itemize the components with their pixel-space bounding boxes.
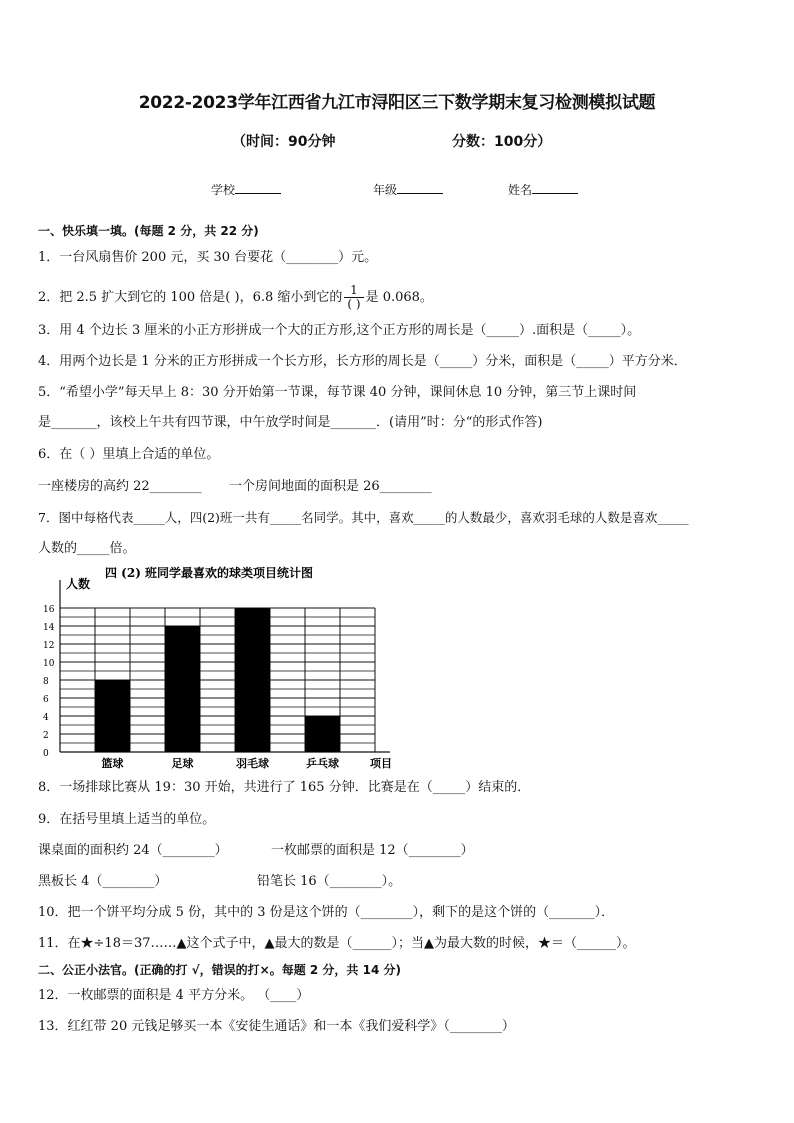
- x-axis-label: 项目: [370, 757, 392, 770]
- question-6-b: 一个房间地面的面积是 26________: [229, 479, 432, 494]
- section-1-heading: 一、快乐填一填。(每题 2 分，共 22 分): [38, 224, 259, 238]
- y-tick-label: 16: [43, 605, 55, 615]
- question-9-a: 课桌面的面积约 24（________）: [38, 843, 228, 858]
- question-13: 13．红红带 20 元钱足够买一本《安徒生通话》和一本《我们爱科学》（________）: [38, 1019, 515, 1034]
- x-tick-label: 足球: [171, 757, 194, 770]
- name-field: 姓名: [508, 181, 578, 198]
- question-7-line-2: 人数的_____倍。: [38, 541, 136, 556]
- question-6: 6．在（ ）里填上合适的单位。: [38, 447, 220, 462]
- exam-score: 分数：100分）: [452, 134, 552, 150]
- grade-field: 年级: [373, 181, 443, 198]
- y-tick-label: 6: [43, 695, 49, 705]
- y-tick-label: 8: [43, 677, 49, 687]
- y-tick-label: 4: [43, 713, 49, 723]
- section-2-heading: 二、公正小法官。(正确的打 √，错误的打×。每题 2 分，共 14 分): [38, 963, 401, 977]
- y-tick-label: 12: [43, 641, 55, 651]
- exam-time: （时间：90分钟: [232, 134, 336, 150]
- school-field: 学校: [211, 181, 281, 198]
- question-4: 4．用两个边长是 1 分米的正方形拼成一个长方形，长方形的周长是（_____）分米，面积是（_____）平方分米．: [38, 354, 687, 369]
- question-5-line-2: 是_______，该校上午共有四节课，中午放学时间是_______．(请用”时：分“的形式作答): [38, 415, 543, 430]
- y-tick-label: 10: [43, 659, 55, 669]
- question-8: 8．一场排球比赛从 19：30 开始，共进行了 165 分钟．比赛是在（_____）结束的．: [38, 780, 531, 795]
- x-tick-label: 篮球: [101, 757, 124, 770]
- question-9-b: 一枚邮票的面积是 12（________）: [271, 843, 474, 858]
- question-3: 3．用 4 个边长 3 厘米的小正方形拼成一个大的正方形,这个正方形的周长是（_____）.面积是（_____）。: [38, 323, 641, 338]
- question-6-a: 一座楼房的高约 22________: [38, 479, 202, 494]
- x-tick-label: 羽毛球: [236, 757, 269, 770]
- question-7-line-1: 7．图中每格代表_____人，四(2)班一共有_____名同学。其中，喜欢_____的人数最少，喜欢羽毛球的人数是喜欢_____: [38, 510, 689, 525]
- y-axis-label: 人数: [66, 577, 91, 591]
- bar-3: [235, 608, 270, 752]
- question-11: 11．在★÷18＝37……▲这个式子中，▲最大的数是（______）；当▲为最大数的时候，★＝（______）。: [38, 936, 636, 951]
- y-tick-label: 2: [43, 731, 49, 741]
- question-1: 1．一台风扇售价 200 元，买 30 台要花（________）元。: [38, 250, 378, 265]
- bar-4: [305, 716, 340, 752]
- chart-title: 四 (2) 班同学最喜欢的球类项目统计图: [105, 566, 314, 580]
- bar-1: [95, 680, 130, 752]
- question-5-line-1: 5．“希望小学”每天早上 8：30 分开始第一节课，每节课 40 分钟，课间休息 10 分钟，第三节上课时间: [38, 385, 637, 400]
- bar-2: [165, 626, 200, 752]
- bar-chart: [30, 560, 410, 770]
- question-9-d: 铅笔长 16（________）。: [257, 874, 402, 889]
- question-2: 2．把 2.5 扩大到它的 100 倍是( )，6.8 缩小到它的 $\frac{1}{( )}$ 是 0.068。: [38, 283, 433, 311]
- question-9-c: 黑板长 4（________）: [38, 874, 168, 889]
- fraction: $\frac{1}{( )}$: [344, 284, 363, 311]
- y-tick-label: 0: [43, 749, 49, 759]
- question-10: 10．把一个饼平均分成 5 份，其中的 3 份是这个饼的（________），剩下的是这个饼的（_______）．: [38, 905, 615, 920]
- question-9: 9．在括号里填上适当的单位。: [38, 812, 216, 827]
- x-tick-label: 乒乓球: [306, 757, 339, 770]
- y-tick-label: 14: [43, 623, 55, 633]
- question-12: 12．一枚邮票的面积是 4 平方分米。 （____）: [38, 988, 310, 1003]
- page-title: 2022-2023学年江西省九江市浔阳区三下数学期末复习检测模拟试题: [138, 93, 656, 113]
